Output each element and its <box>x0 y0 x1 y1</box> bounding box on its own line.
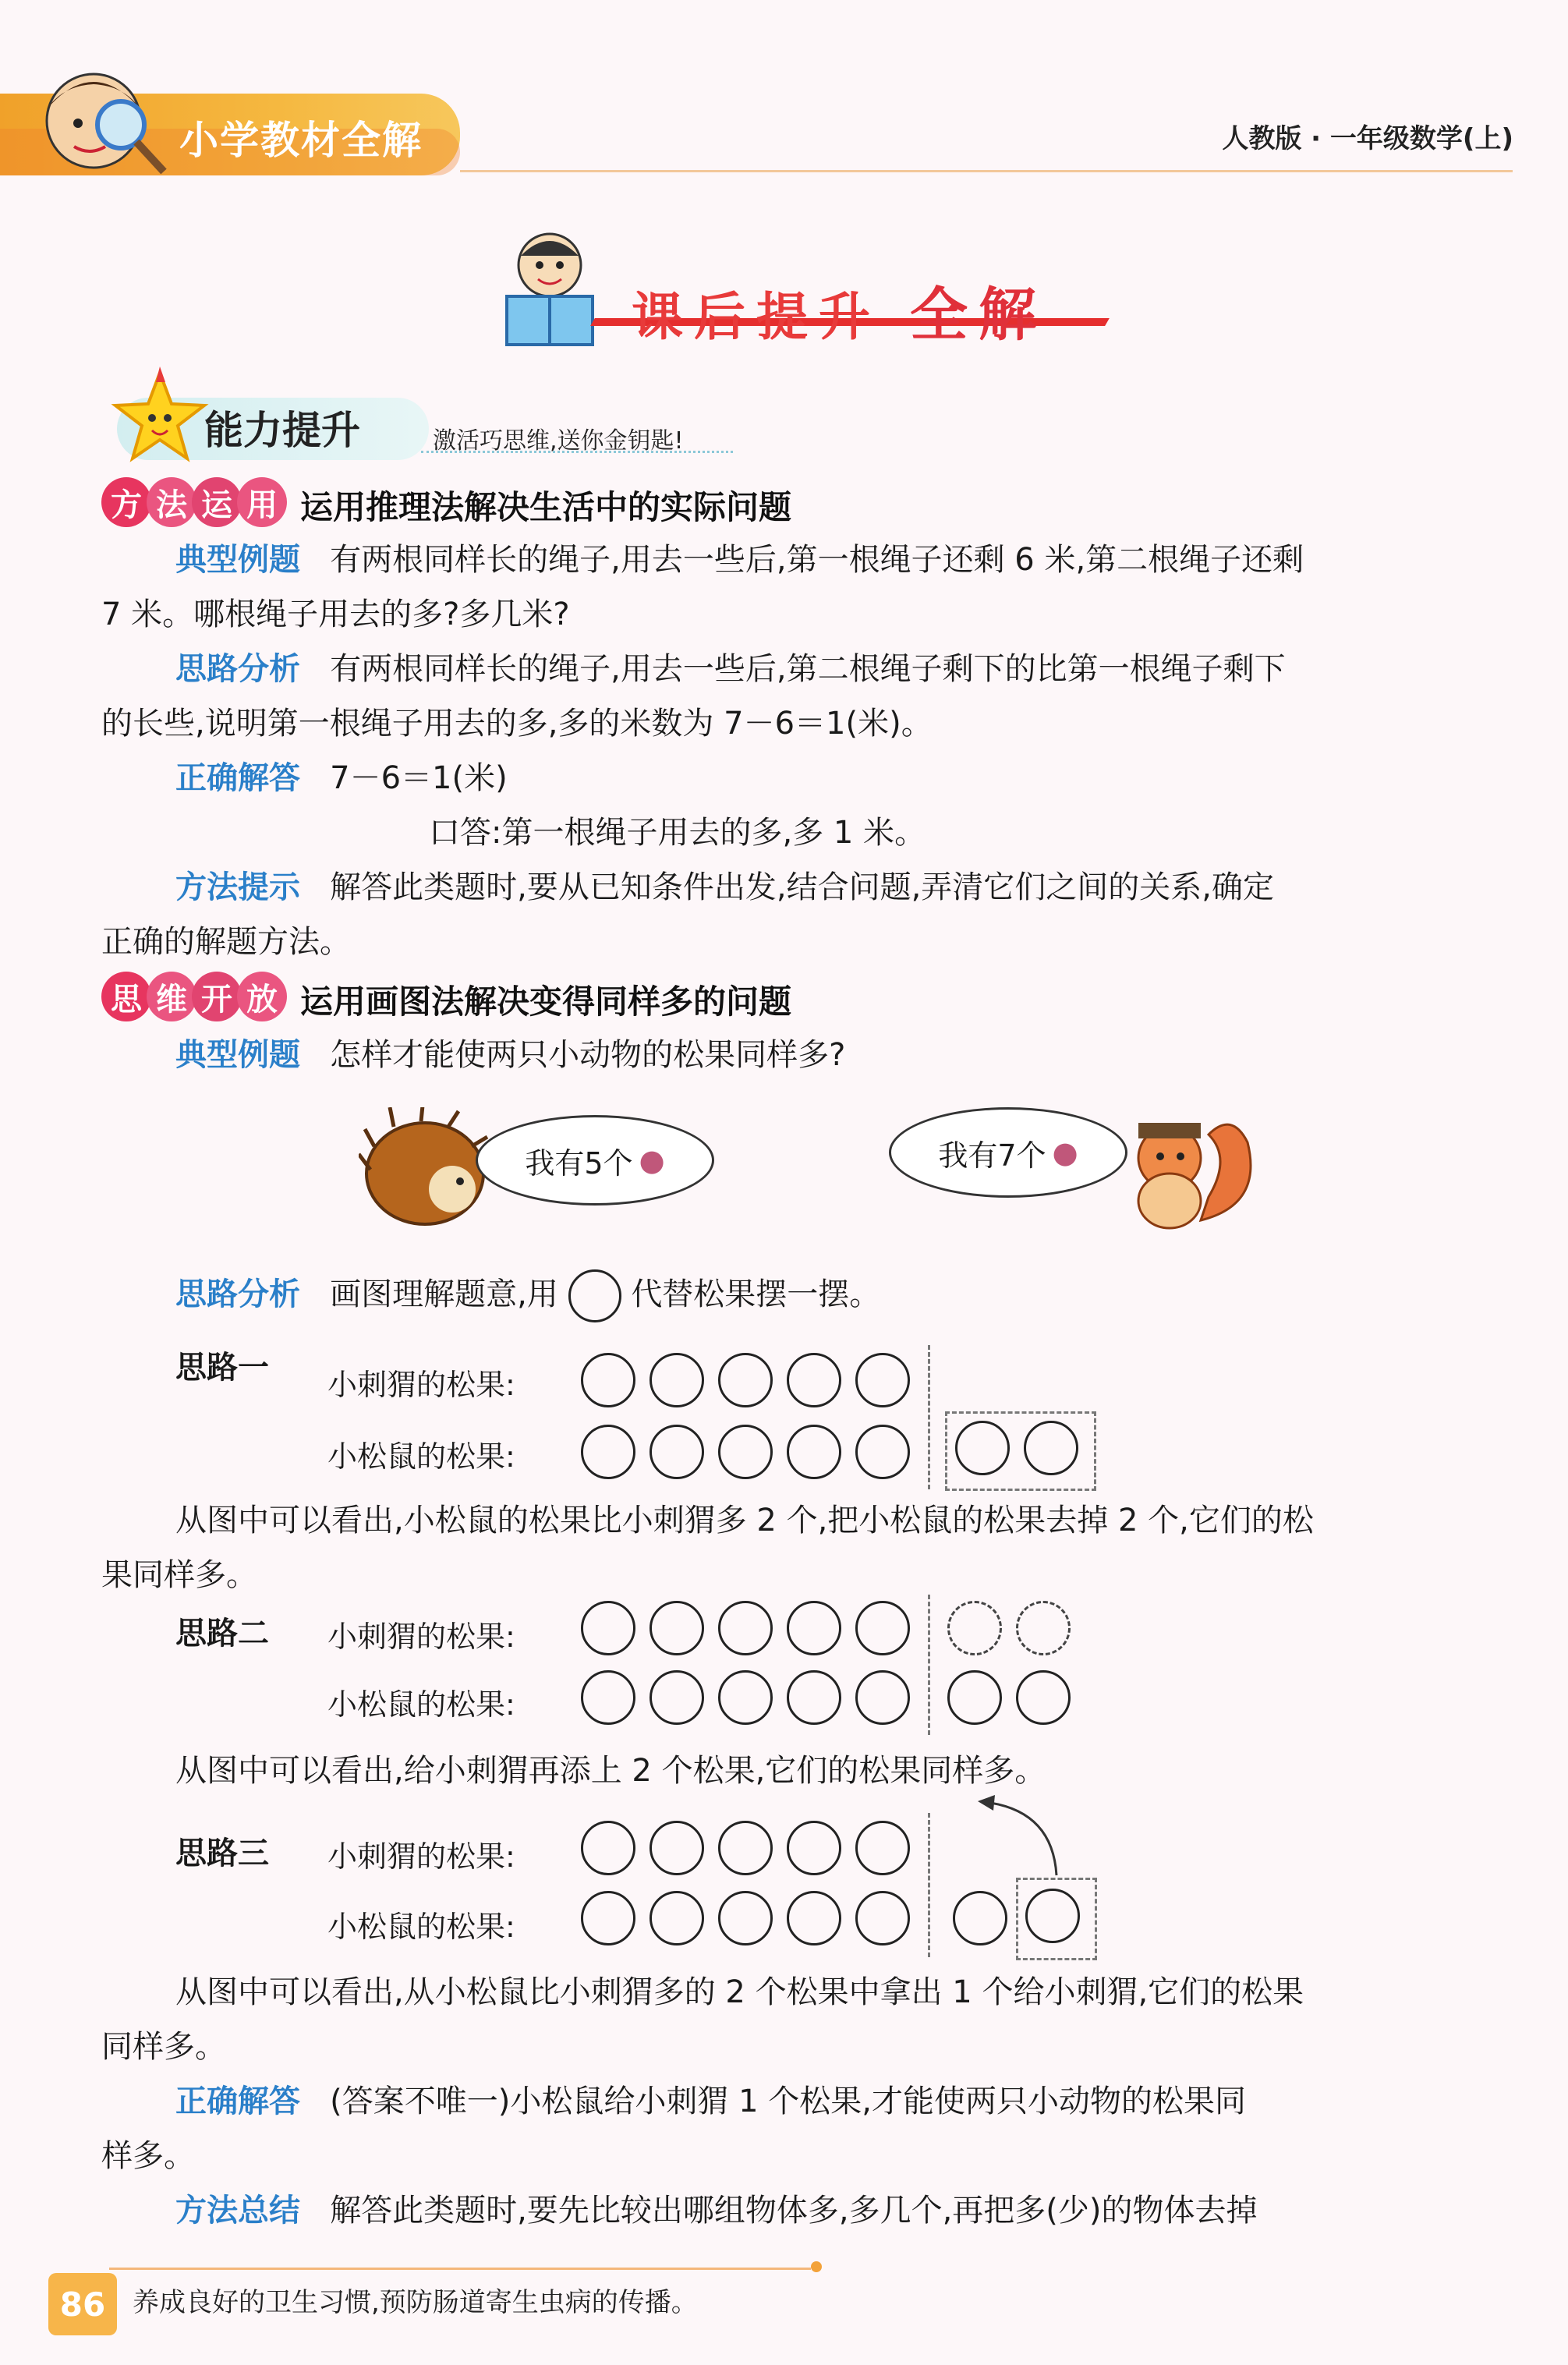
method1-tip-cont: 正确的解题方法。 <box>101 924 351 960</box>
method1-tag-char: 运 <box>192 477 242 527</box>
idea1-text-cont: 果同样多。 <box>101 1557 257 1593</box>
idea1-extra-circles <box>955 1421 1078 1475</box>
pinecone-circle <box>1016 1670 1071 1725</box>
edition-label: 人教版 · 一年级数学(上) <box>1222 123 1513 154</box>
idea2-squirrel-circles <box>581 1670 910 1725</box>
pinecone-circle <box>953 1891 1007 1945</box>
hedgehog-icon <box>359 1107 491 1232</box>
star-icon <box>109 366 211 468</box>
pinecone-circle <box>787 1425 841 1479</box>
added-pinecone-circle <box>1016 1601 1071 1655</box>
footer-dot <box>811 2261 822 2272</box>
idea2-squirrel-extra-circles <box>947 1670 1071 1725</box>
tip-label: 方法提示 <box>175 869 300 905</box>
pinecone-circle <box>581 1353 635 1407</box>
book-title: 小学教材全解 <box>179 118 423 163</box>
analysis-text-b: 代替松果摆一摆。 <box>631 1276 881 1312</box>
method2-title: 运用画图法解决变得同样多的问题 <box>300 982 792 1021</box>
move-arrow-icon <box>967 1793 1092 1879</box>
row-squirrel-label: 小松鼠的松果: <box>327 1439 515 1474</box>
pinecone-circle <box>649 1425 704 1479</box>
idea3-kept-circle <box>953 1891 1007 1945</box>
idea1-label: 思路一 <box>175 1350 269 1386</box>
pinecone-circle <box>947 1670 1002 1725</box>
boy-magnifier-icon <box>16 55 172 187</box>
example-label: 典型例题 <box>175 542 300 578</box>
pinecone-circle <box>1025 1889 1080 1943</box>
pinecone-circle <box>855 1891 910 1945</box>
pinecone-circle <box>787 1601 841 1655</box>
method1-tip <box>175 860 1568 915</box>
pinecone-circle <box>649 1670 704 1725</box>
method2-answer-cont: 样多。 <box>101 2138 195 2174</box>
pinecone-circle <box>855 1821 910 1875</box>
method2-tag-char: 思 <box>101 972 151 1021</box>
footer-divider <box>109 2268 811 2270</box>
summary-label: 方法总结 <box>175 2193 300 2229</box>
method1-example-cont: 7 米。哪根绳子用去的多?多几米? <box>101 597 570 632</box>
squirrel-speech-bubble <box>889 1107 1127 1198</box>
section-banner-part1: 课后提升 <box>632 287 881 347</box>
hedgehog-speech-bubble <box>476 1115 714 1206</box>
ability-subtitle: 激活巧思维,送你金钥匙! <box>433 427 684 455</box>
pinecone-circle <box>787 1353 841 1407</box>
row-squirrel-label: 小松鼠的松果: <box>327 1910 515 1944</box>
method2-tag-char: 放 <box>237 972 287 1021</box>
summary-text: 解答此类题时,要先比较出哪组物体多,多几个,再把多(少)的物体去掉 <box>330 2193 1258 2229</box>
method2-tag <box>101 972 282 1021</box>
pinecone-circle <box>955 1421 1010 1475</box>
pinecone-icon: ● <box>639 1143 665 1177</box>
idea1-hedgehog-circles <box>581 1353 910 1407</box>
row-hedgehog-label: 小刺猬的松果: <box>327 1839 515 1874</box>
pinecone-circle <box>855 1670 910 1725</box>
method1-analysis-cont: 的长些,说明第一根绳子用去的多,多的米数为 7－6＝1(米)。 <box>101 706 933 742</box>
squirrel-bubble-text: 我有7个 <box>938 1138 1046 1173</box>
method1-example <box>175 533 1568 587</box>
method1-answer <box>175 751 1568 805</box>
hedgehog-bubble-text: 我有5个 <box>525 1145 633 1181</box>
analysis-label: 思路分析 <box>175 651 300 687</box>
pinecone-circle <box>855 1353 910 1407</box>
pinecone-circle <box>787 1821 841 1875</box>
method2-example <box>175 1028 1568 1082</box>
method1-tag-char: 方 <box>101 477 151 527</box>
pinecone-circle <box>718 1821 773 1875</box>
method1-tag <box>101 477 282 527</box>
pinecone-circle <box>581 1425 635 1479</box>
pinecone-circle <box>1024 1421 1078 1475</box>
idea3-moved-circle <box>1025 1889 1080 1943</box>
pinecone-circle <box>718 1353 773 1407</box>
header-divider <box>460 170 1513 172</box>
pinecone-circle <box>581 1821 635 1875</box>
pinecone-circle <box>787 1670 841 1725</box>
pinecone-circle <box>718 1425 773 1479</box>
pinecone-circle <box>649 1353 704 1407</box>
section-banner-part2: 全解 <box>909 281 1047 349</box>
method1-tag-char: 用 <box>237 477 287 527</box>
analysis-label: 思路分析 <box>175 1276 300 1312</box>
pinecone-circle <box>581 1891 635 1945</box>
idea3-squirrel-circles <box>581 1891 910 1945</box>
ability-title: 能力提升 <box>204 408 360 453</box>
idea2-text: 从图中可以看出,给小刺猬再添上 2 个松果,它们的松果同样多。 <box>175 1753 1046 1789</box>
page-number: 86 <box>48 2273 117 2335</box>
pinecone-circle <box>649 1601 704 1655</box>
idea2-label: 思路二 <box>175 1616 269 1652</box>
idea1-text: 从图中可以看出,小松鼠的松果比小刺猬多 2 个,把小松鼠的松果去掉 2 个,它们的松 <box>175 1503 1314 1538</box>
pinecone-circle <box>787 1891 841 1945</box>
answer-text: (答案不唯一)小松鼠给小刺猬 1 个松果,才能使两只小动物的松果同 <box>330 2084 1246 2119</box>
analysis-text-a: 画图理解题意,用 <box>330 1276 558 1312</box>
pinecone-circle <box>649 1891 704 1945</box>
pinecone-circle <box>855 1601 910 1655</box>
method1-analysis <box>175 642 1568 696</box>
idea2-hedgehog-circles <box>581 1601 910 1655</box>
answer-label: 正确解答 <box>175 760 300 796</box>
pinecone-circle <box>581 1670 635 1725</box>
row-hedgehog-label: 小刺猬的松果: <box>327 1368 515 1402</box>
added-pinecone-circle <box>947 1601 1002 1655</box>
pinecone-circle <box>718 1891 773 1945</box>
tip-text: 解答此类题时,要从已知条件出发,结合问题,弄清它们之间的关系,确定 <box>330 869 1275 905</box>
idea2-added-circles <box>947 1601 1071 1655</box>
example-text: 有两根同样长的绳子,用去一些后,第一根绳子还剩 6 米,第二根绳子还剩 <box>330 542 1304 578</box>
method2-summary <box>175 2183 1517 2238</box>
pinecone-circle <box>855 1425 910 1479</box>
idea1-squirrel-circles <box>581 1425 910 1479</box>
method2-tag-char: 开 <box>192 972 242 1021</box>
reading-boy-icon <box>491 226 608 351</box>
row-hedgehog-label: 小刺猬的松果: <box>327 1620 515 1654</box>
idea3-label: 思路三 <box>175 1836 269 1871</box>
answer-label: 正确解答 <box>175 2084 300 2119</box>
idea3-text: 从图中可以看出,从小松鼠比小刺猬多的 2 个松果中拿出 1 个给小刺猬,它们的松果 <box>175 1974 1304 2010</box>
idea3-text-cont: 同样多。 <box>101 2029 226 2065</box>
method2-analysis <box>175 1267 1568 1322</box>
method2-tag-char: 维 <box>147 972 196 1021</box>
analysis-text: 有两根同样长的绳子,用去一些后,第二根绳子剩下的比第一根绳子剩下 <box>330 651 1286 687</box>
row-squirrel-label: 小松鼠的松果: <box>327 1687 515 1722</box>
footer-tip: 养成良好的卫生习惯,预防肠道寄生虫病的传播。 <box>133 2287 698 2318</box>
method1-tag-char: 法 <box>147 477 196 527</box>
answer-text: 7－6＝1(米) <box>330 760 508 796</box>
example-label: 典型例题 <box>175 1037 300 1073</box>
example-text: 怎样才能使两只小动物的松果同样多? <box>330 1037 846 1073</box>
method1-title: 运用推理法解决生活中的实际问题 <box>300 488 792 526</box>
ability-dotted-line <box>421 451 733 453</box>
pinecone-circle <box>718 1670 773 1725</box>
divider-dashed <box>928 1345 930 1489</box>
method2-answer <box>175 2074 1517 2129</box>
section-banner-title <box>632 269 1047 352</box>
pinecone-circle <box>581 1601 635 1655</box>
method1-answer-oral: 口答:第一根绳子用去的多,多 1 米。 <box>429 815 926 851</box>
pinecone-icon: ● <box>1052 1135 1078 1170</box>
squirrel-icon <box>1115 1111 1263 1236</box>
pinecone-circle <box>718 1601 773 1655</box>
divider-dashed <box>928 1595 930 1735</box>
pinecone-circle <box>649 1821 704 1875</box>
divider-dashed <box>928 1813 930 1957</box>
circle-symbol-icon <box>568 1269 621 1322</box>
idea3-hedgehog-circles <box>581 1821 910 1875</box>
